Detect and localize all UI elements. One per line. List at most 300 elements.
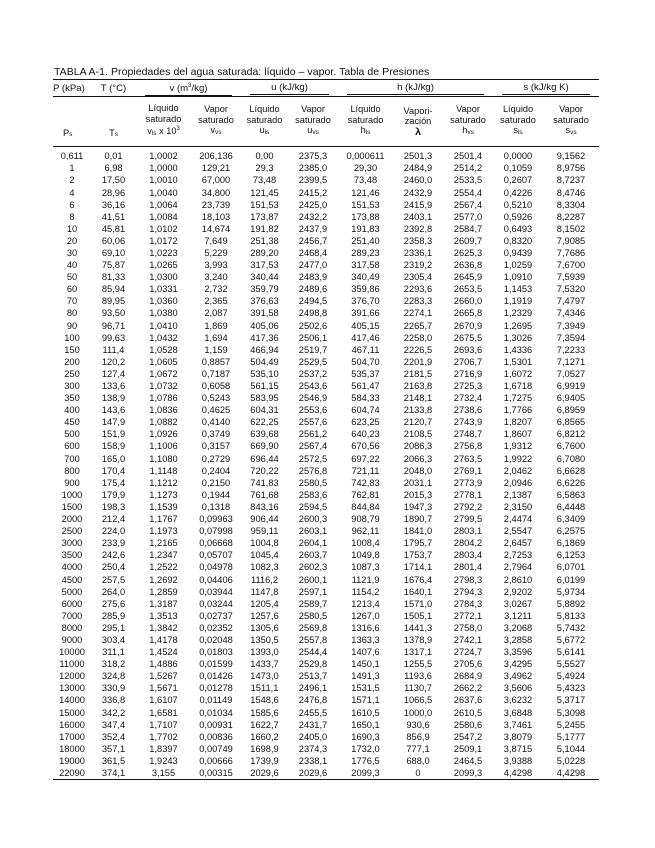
u-liquid-cell: 151,53 [250, 199, 279, 210]
internal-energy-header-label: u (kJ/kg) [250, 81, 329, 95]
v-liquid-cell: 1,0223 [149, 247, 178, 258]
v-vapor-cell: 0,4140 [201, 417, 231, 428]
v-liquid-cell: 1,2347 [149, 550, 178, 561]
h-liquid-cell: 962,11 [351, 526, 380, 537]
pressure-cell: 150 [64, 344, 80, 355]
h-liquid-line2: saturado [347, 114, 384, 125]
h-vaporization-cell: 2086,3 [403, 441, 433, 452]
table-row [53, 465, 599, 477]
pressure-cell: 16000 [59, 719, 85, 730]
u-liquid-cell: 1350,5 [250, 634, 279, 645]
s-liquid-cell: 2,1387 [503, 489, 533, 500]
h-liquid-cell: 29,30 [353, 163, 378, 174]
s-liquid-cell: 3,3596 [503, 647, 533, 658]
pressure-cell: 60 [66, 284, 78, 295]
u-vapor-cell: 2569,8 [298, 622, 328, 633]
u-liquid-cell: 720,22 [250, 465, 279, 476]
u-vapor-cell: 2456,7 [298, 235, 328, 246]
h-vaporization-cell: 1753,7 [403, 550, 433, 561]
h-liquid-cell: 1450,1 [351, 659, 380, 670]
s-liquid-cell: 3,2858 [503, 634, 533, 645]
u-liquid-cell: 535,10 [250, 368, 279, 379]
h-liquid-cell: 762,81 [351, 489, 380, 500]
u-liquid-line1: Líquido [249, 104, 280, 115]
h-liquid-cell: 1008,4 [351, 538, 380, 549]
u-vapor-cell: 2489,6 [298, 284, 328, 295]
s-vapor-cell: 6,8565 [556, 417, 586, 428]
pressure-cell: 10 [66, 223, 78, 234]
u-liquid-cell: 391,58 [250, 308, 279, 319]
h-liquid-cell: 1571,1 [351, 695, 380, 706]
h-vaporization-cell: 1841,0 [403, 526, 433, 537]
pressure-cell: 18000 [59, 743, 85, 754]
s-vapor-cell: 5,6772 [556, 634, 586, 645]
table-row [53, 332, 599, 344]
h-liquid-cell: 1316,6 [351, 622, 380, 633]
u-vapor-cell: 2603,7 [298, 550, 328, 561]
h-vapor-cell: 2567,4 [453, 199, 483, 210]
v-liquid-cell: 1,0360 [149, 296, 178, 307]
s-liquid-cell: 2,6457 [503, 538, 533, 549]
u-vapor-cell: 2597,1 [298, 586, 328, 597]
s-vapor-cell: 6,6226 [556, 477, 586, 488]
h-liquid-cell: 1491,3 [351, 671, 380, 682]
h-vapor-cell: 2577,0 [453, 211, 483, 222]
u-liquid-cell: 669,90 [250, 441, 279, 452]
h-liquid-cell: 604,74 [351, 405, 380, 416]
v-liquid-cell: 1,1080 [149, 453, 178, 464]
table-row [53, 755, 599, 767]
u-vapor-cell: 2537,2 [298, 368, 328, 379]
h-vapor-cell: 2799,5 [453, 514, 483, 525]
u-vapor-cell: 2594,5 [298, 501, 328, 512]
v-liquid-cell: 1,4886 [149, 659, 178, 670]
s-vapor-cell: 5,3098 [556, 707, 586, 718]
s-liquid-cell: 3,2068 [503, 622, 533, 633]
s-liquid-cell: 1,1453 [503, 284, 533, 295]
pressure-cell: 19000 [59, 755, 85, 766]
temperature-cell: 303,4 [101, 634, 126, 645]
v-liquid-cell: 1,0331 [149, 284, 178, 295]
v-vapor-cell: 5,229 [204, 247, 228, 258]
table-row [53, 682, 599, 694]
u-vapor-cell: 2455,5 [298, 707, 328, 718]
h-vaporization-cell: 1571,0 [403, 598, 433, 609]
h-vaporization-cell: 1066,5 [403, 695, 433, 706]
table-row [53, 380, 599, 392]
h-vapor-cell: 2801,4 [453, 562, 483, 573]
temperature-cell: 264,0 [101, 586, 126, 597]
v-vapor-cell: 34,800 [201, 187, 231, 198]
h-liquid-cell: 467,11 [351, 344, 380, 355]
u-vapor-line1: Vapor [301, 104, 325, 115]
table-row [53, 283, 599, 295]
s-vapor-cell: 6,8212 [556, 429, 586, 440]
u-liquid-cell: 1698,9 [250, 743, 279, 754]
u-vapor-cell: 2468,4 [298, 247, 328, 258]
u-vapor-cell: 2476,8 [298, 695, 328, 706]
h-vapor-cell: 2645,9 [453, 272, 483, 283]
h-vaporization-cell: 2048,0 [403, 465, 433, 476]
h-liquid-cell: 391,66 [351, 308, 380, 319]
v-liquid-cell: 3,155 [136, 767, 191, 780]
h-vaporization-cell: 1795,7 [403, 538, 433, 549]
u-liquid-cell: 1739,9 [250, 755, 279, 766]
h-vaporization-cell: 777,1 [406, 743, 430, 754]
table-row [53, 320, 599, 332]
table-row [53, 537, 599, 549]
u-liquid-cell: 1548,6 [250, 695, 279, 706]
pressure-cell: 1 [69, 163, 75, 174]
enthalpy-header [338, 80, 493, 97]
v-vapor-cell: 1,694 [204, 332, 228, 343]
v-vapor-cell: 0,01803 [199, 647, 233, 658]
table-row [53, 731, 599, 743]
table-row [53, 147, 599, 163]
s-liquid-cell: 3,8715 [503, 743, 533, 754]
h-vapor-cell: 2769,1 [453, 465, 483, 476]
s-liquid-cell: 0,2607 [503, 175, 533, 186]
u-liquid-cell: 1393,0 [250, 647, 279, 658]
s-liquid-cell: 2,5547 [503, 526, 533, 537]
h-vaporization-line2: zación [404, 116, 432, 127]
s-vapor-cell: 6,6628 [556, 465, 586, 476]
pressure-cell: 350 [64, 393, 80, 404]
h-vaporization-cell: 2258,0 [403, 332, 433, 343]
table-row [53, 634, 599, 646]
u-liquid-cell: 741,83 [250, 477, 279, 488]
s-liquid-cell: 1,6072 [503, 368, 533, 379]
h-vaporization-cell: 1640,1 [403, 586, 433, 597]
table-row [53, 307, 599, 319]
v-vapor-cell: 129,21 [201, 163, 231, 174]
s-vapor-cell: 5,8133 [556, 610, 586, 621]
u-vapor-cell: 2546,9 [298, 393, 328, 404]
group-header-row [53, 80, 599, 97]
h-vapor-cell: 2662,2 [453, 683, 483, 694]
h-vaporization-cell: 0 [393, 767, 443, 780]
v-vapor-cell: 0,00931 [199, 719, 233, 730]
temperature-cell: 143,6 [101, 405, 126, 416]
pressure-cell: 13000 [59, 683, 85, 694]
u-liquid-cell: 622,25 [250, 417, 279, 428]
s-vapor-cell: 5,4323 [556, 683, 586, 694]
h-vapor-cell: 2763,5 [453, 453, 483, 464]
s-vapor-cell: 5,5527 [556, 659, 586, 670]
h-vaporization-cell: 1378,9 [403, 634, 433, 645]
v-vapor-cell: 0,06668 [199, 538, 233, 549]
v-vapor-cell: 0,02352 [199, 622, 233, 633]
table-row [53, 501, 599, 513]
h-vapor-cell: 2804,2 [453, 538, 483, 549]
h-vaporization-cell: 2283,3 [403, 296, 433, 307]
pressure-cell: 9000 [61, 634, 83, 645]
table-row [53, 199, 599, 211]
table-row [53, 598, 599, 610]
s-vapor-cell: 8,4746 [556, 187, 586, 198]
h-vapor-cell: 2716,9 [453, 368, 483, 379]
s-liquid-cell: 1,7766 [503, 405, 533, 416]
v-vapor-cell: 0,01599 [199, 659, 233, 670]
v-liquid-cell: 1,0002 [149, 151, 178, 162]
v-liquid-cell: 1,0605 [149, 356, 178, 367]
temperature-cell: 99,63 [101, 332, 126, 343]
v-liquid-cell: 1,7702 [149, 731, 178, 742]
h-liquid-cell: 0,000611 [346, 151, 385, 162]
h-vapor-cell: 2509,1 [453, 743, 483, 754]
u-vapor-cell: 2567,4 [298, 441, 328, 452]
v-vapor-cell: 0,02737 [199, 610, 233, 621]
u-vapor-cell: 2604,1 [298, 538, 328, 549]
u-liquid-cell: 696,44 [250, 453, 279, 464]
s-vapor-cell: 6,7600 [556, 441, 586, 452]
u-vapor-cell: 2529,5 [298, 356, 328, 367]
pressure-cell: 15000 [59, 707, 85, 718]
s-liquid-cell: 3,4962 [503, 671, 533, 682]
h-vaporization-cell: 2201,9 [403, 356, 433, 367]
h-vaporization-cell: 2181,5 [403, 368, 433, 379]
table-row [53, 743, 599, 755]
h-vapor-cell: 2792,2 [453, 501, 483, 512]
temperature-cell: 311,1 [102, 647, 125, 658]
pressure-cell: 30 [66, 247, 78, 258]
u-liquid-cell: 906,44 [250, 514, 279, 525]
v-liquid-cell: 1,4524 [149, 647, 178, 658]
temperature-cell: 93,50 [101, 308, 126, 319]
table-row [53, 404, 599, 416]
h-liquid-cell: 317,58 [351, 260, 380, 271]
u-vapor-cell: 2375,3 [298, 151, 328, 162]
s-liquid-cell: 1,8207 [503, 417, 533, 428]
s-liquid-cell: 2,9202 [503, 586, 533, 597]
s-liquid-cell: 0,0000 [503, 151, 533, 162]
u-vapor-cell: 2519,7 [298, 344, 328, 355]
pressure-cell: 80 [66, 308, 78, 319]
v-vapor-cell: 206,136 [199, 151, 233, 162]
h-vapor-cell: 2625,3 [453, 247, 483, 258]
s-liquid-cell: 1,5301 [503, 356, 533, 367]
s-vapor-cell: 4,4298 [543, 767, 599, 780]
s-vapor-cell: 5,4924 [556, 671, 586, 682]
h-liquid-cell: 908,79 [351, 514, 380, 525]
v-liquid-cell: 1,1212 [149, 477, 178, 488]
temperature-cell: 170,4 [101, 465, 126, 476]
u-vapor-cell: 2583,6 [298, 489, 328, 500]
u-liquid-header [241, 97, 288, 147]
s-vapor-cell: 6,0701 [556, 562, 586, 573]
h-vaporization-cell: 2501,3 [403, 151, 433, 162]
h-vapor-cell: 2738,6 [453, 405, 483, 416]
table-row [53, 368, 599, 380]
temperature-cell: 127,4 [101, 368, 126, 379]
u-liquid-line2: saturado [246, 114, 283, 125]
v-liquid-line2: saturado [145, 113, 182, 124]
h-vapor-cell: 2725,3 [453, 381, 483, 392]
h-vapor-cell: 2684,9 [453, 671, 483, 682]
table-row [53, 586, 599, 598]
u-liquid-cell: 73,48 [252, 175, 277, 186]
u-liquid-cell: 843,16 [250, 501, 279, 512]
u-vapor-cell: 2602,3 [298, 562, 328, 573]
s-liquid-cell: 1,0259 [503, 260, 533, 271]
s-vapor-line1: Vapor [559, 104, 583, 115]
temperature-cell: 324,8 [101, 671, 126, 682]
pressure-cell: 700 [64, 453, 80, 464]
h-liquid-cell: 289,23 [351, 247, 380, 258]
s-vapor-cell: 7,9085 [556, 235, 586, 246]
h-liquid-cell: 1121,9 [351, 574, 380, 585]
table-row [53, 453, 599, 465]
h-vapor-cell: 2637,6 [453, 695, 483, 706]
h-vaporization-cell: 2460,0 [403, 175, 433, 186]
s-liquid-cell: 3,6232 [503, 695, 533, 706]
h-vaporization-cell: 1130,7 [404, 683, 432, 694]
v-liquid-cell: 1,3513 [149, 610, 178, 621]
table-row [53, 440, 599, 452]
s-vapor-cell: 6,7080 [556, 453, 586, 464]
table-row [53, 513, 599, 525]
temperature-cell: 28,96 [101, 187, 126, 198]
h-vapor-cell: 2743,9 [453, 417, 483, 428]
v-vapor-cell: 0,01426 [199, 671, 233, 682]
table-row [53, 356, 599, 368]
s-vapor-cell: 8,7237 [556, 175, 586, 186]
s-vapor-cell: 6,3409 [556, 514, 586, 525]
pressure-cell: 20 [66, 235, 78, 246]
pressure-cell: 6 [69, 199, 75, 210]
h-liquid-cell: 1776,5 [351, 755, 380, 766]
v-liquid-cell: 1,2859 [149, 586, 178, 597]
v-vapor-cell: 0,03944 [199, 586, 233, 597]
temperature-cell: 0,01 [104, 151, 123, 162]
v-liquid-cell: 1,9243 [149, 755, 178, 766]
u-liquid-cell: 29,3 [255, 163, 274, 174]
v-liquid-symbol: vls x $10^3$ [147, 126, 180, 138]
u-liquid-cell: 1257,6 [250, 610, 279, 621]
pressure-cell: 3500 [61, 550, 83, 561]
u-vapor-cell: 2405,0 [298, 731, 328, 742]
table-body [53, 147, 599, 780]
h-vaporization-cell: 2066,3 [403, 453, 433, 464]
s-vapor-cell: 5,1777 [556, 731, 586, 742]
saturated-water-pressure-table [53, 79, 599, 780]
s-liquid-cell: 2,7253 [503, 550, 533, 561]
v-liquid-cell: 1,1273 [149, 489, 178, 500]
h-vapor-cell: 2584,7 [453, 223, 483, 234]
v-vapor-line1: Vapor [204, 104, 228, 115]
v-vapor-cell: 0,2729 [201, 453, 231, 464]
v-vapor-cell: 0,09963 [199, 514, 233, 525]
h-vapor-cell: 2732,4 [453, 393, 483, 404]
table-row [53, 719, 599, 731]
s-liquid-cell: 2,8610 [503, 574, 533, 585]
temperature-cell: 111,4 [102, 344, 125, 355]
h-liquid-cell: 844,84 [351, 501, 380, 512]
v-liquid-cell: 1,0300 [149, 272, 178, 283]
temperature-cell: 96,71 [101, 320, 126, 331]
h-vapor-header [443, 97, 493, 147]
s-vapor-line2: saturado [553, 114, 589, 125]
s-liquid-cell: 3,0267 [503, 598, 533, 609]
s-liquid-cell: 1,9312 [503, 441, 533, 452]
specific-volume-header [136, 80, 241, 97]
h-vapor-cell: 2742,1 [453, 634, 483, 645]
temperature-symbol: Ts [91, 97, 136, 147]
h-vapor-cell: 2794,3 [453, 586, 483, 597]
table-row [53, 247, 599, 259]
h-vaporization-cell: 2265,7 [403, 320, 433, 331]
h-vapor-cell: 2610,5 [453, 707, 483, 718]
v-vapor-symbol: vvs [210, 125, 222, 137]
v-vapor-cell: 0,1944 [201, 489, 231, 500]
v-liquid-cell: 1,5671 [149, 683, 178, 694]
v-liquid-cell: 1,0102 [149, 223, 178, 234]
u-liquid-cell: 1116,2 [250, 574, 279, 585]
h-vaporization-cell: 2108,5 [403, 429, 433, 440]
table-row [53, 658, 599, 670]
v-liquid-cell: 1,1973 [149, 526, 178, 537]
h-liquid-cell: 504,70 [351, 356, 380, 367]
u-vapor-cell: 2561,2 [298, 429, 328, 440]
u-vapor-cell: 2029,6 [288, 767, 338, 780]
table-row [53, 271, 599, 283]
h-vapor-cell: 2778,1 [453, 489, 483, 500]
s-vapor-header [543, 97, 599, 147]
table-row [53, 525, 599, 537]
h-liquid-cell: 417,46 [351, 332, 380, 343]
h-vaporization-cell: 1890,7 [403, 514, 433, 525]
h-liquid-cell: 535,37 [351, 368, 380, 379]
u-vapor-cell: 2589,7 [298, 598, 328, 609]
h-liquid-cell: 721,11 [351, 465, 380, 476]
v-vapor-cell: 0,07998 [199, 526, 233, 537]
h-liquid-cell: 1531,5 [351, 683, 380, 694]
v-liquid-cell: 1,3842 [149, 622, 178, 633]
v-vapor-cell: 0,8857 [201, 356, 231, 367]
s-liquid-cell: 0,6493 [503, 223, 533, 234]
table-row [53, 670, 599, 682]
h-vaporization-cell: 1317,1 [403, 647, 433, 658]
u-liquid-cell: 121,45 [250, 187, 279, 198]
temperature-cell: 85,94 [101, 284, 126, 295]
h-liquid-cell: 742,83 [351, 477, 380, 488]
h-vapor-cell: 2547,2 [453, 731, 483, 742]
entropy-header-label: s (kJ/kg K) [502, 81, 590, 95]
s-vapor-cell: 6,8959 [556, 405, 586, 416]
pressure-cell: 0,611 [60, 151, 84, 162]
specific-volume-header-label [145, 80, 232, 96]
u-vapor-cell: 2432,2 [298, 211, 328, 222]
u-vapor-cell: 2580,5 [298, 477, 328, 488]
s-vapor-symbol: svs [565, 125, 577, 137]
u-vapor-cell: 2502,6 [298, 320, 328, 331]
s-vapor-cell: 7,4346 [556, 308, 586, 319]
h-vapor-cell: 2660,0 [453, 296, 483, 307]
v-liquid-cell: 1,0000 [149, 163, 178, 174]
pressure-cell: 14000 [59, 695, 85, 706]
v-liquid-header [136, 97, 191, 147]
v-vapor-cell: 0,04978 [199, 562, 233, 573]
h-vaporization-cell: 2392,8 [403, 223, 433, 234]
s-vapor-cell: 9,1562 [556, 151, 586, 162]
h-liquid-cell: 1154,2 [351, 586, 380, 597]
v-vapor-cell: 18,103 [201, 211, 231, 222]
s-vapor-cell: 6,4448 [556, 501, 586, 512]
s-liquid-line2: saturado [500, 114, 536, 125]
v-liquid-cell: 1,1006 [149, 441, 178, 452]
u-vapor-cell: 2557,6 [298, 417, 328, 428]
pressure-cell: 2 [69, 175, 75, 186]
